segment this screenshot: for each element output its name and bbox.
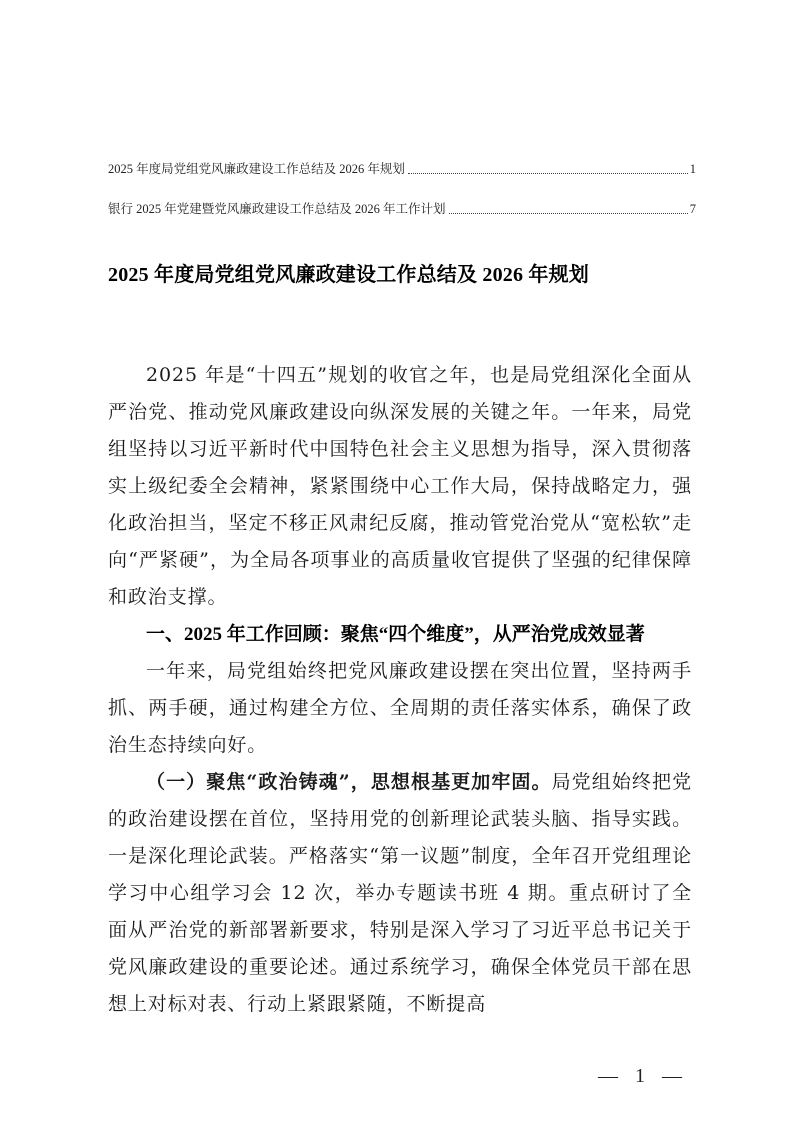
table-of-contents — [108, 160, 696, 218]
toc-entry[interactable] — [108, 160, 696, 178]
subsection-text: 局党组始终把党的政治建设摆在首位，坚持用党的创新理论武装头脑、指导实践。一是深化理论武装。严格落实“第一议题”制度，全年召开党组理论学习中心组学习会 12 次，举办专题读书班 4 期。重点研讨了全面从严治党的新部署新要求，特别是深入学习了习近平总书记关于党风廉政建设的重要论述。通过系统学习，确保全体党员干部在思想上对标对表、行动上紧跟紧随，不断提高 — [108, 771, 692, 1015]
intro-paragraph: 2025 年是“十四五”规划的收官之年，也是局党组深化全面从严治党、推动党风廉政建设向纵深发展的关键之年。一年来，局党组坚持以习近平新时代中国特色社会主义思想为指导，深入贯彻落实上级纪委全会精神，紧紧围绕中心工作大局，保持战略定力，强化政治担当，坚定不移正风肃纪反腐，推动管党治党从“宽松软”走向“严紧硬”，为全局各项事业的高质量收官提供了坚强的纪律保障和政治支撑。 — [108, 364, 692, 608]
toc-leader-dots — [449, 212, 688, 214]
document-body — [108, 357, 692, 1023]
toc-entry-title: 银行 2025 年党建暨党风廉政建设工作总结及 2026 年工作计划 — [108, 202, 446, 216]
section-paragraph: 一年来，局党组始终把党风廉政建设摆在突出位置，坚持两手抓、两手硬，通过构建全方位、全周期的责任落实体系，确保了政治生态持续向好。 — [108, 660, 692, 756]
page-number: — 1 — — [598, 1065, 688, 1087]
toc-entry-page: 1 — [689, 162, 696, 176]
section-heading: 一、2025 年工作回顾：聚焦“四个维度”，从严治党成效显著 — [146, 624, 645, 645]
page-footer — [0, 1063, 793, 1103]
document-title: 2025 年度局党组党风廉政建设工作总结及 2026 年规划 — [108, 264, 589, 286]
subsection-lead: （一）聚焦“政治铸魂”，思想根基更加牢固。 — [146, 771, 552, 793]
toc-leader-dots — [408, 172, 688, 174]
toc-entry-title: 2025 年度局党组党风廉政建设工作总结及 2026 年规划 — [108, 162, 405, 176]
subsection-paragraph — [108, 764, 692, 1023]
toc-entry[interactable] — [108, 200, 696, 218]
toc-entry-page: 7 — [689, 202, 696, 216]
